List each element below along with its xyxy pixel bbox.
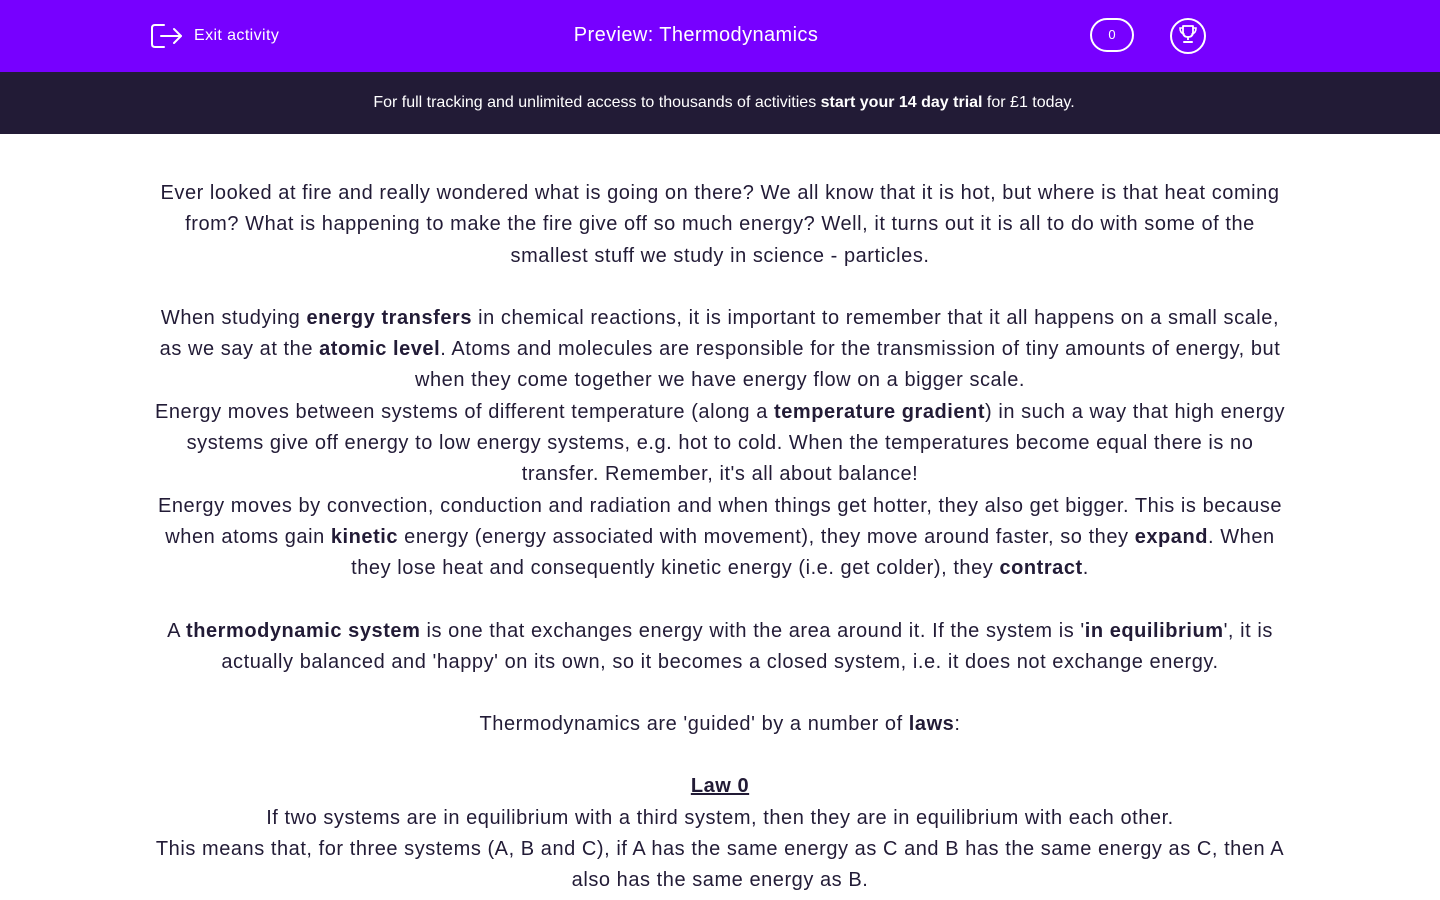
trophy-button[interactable]: [1170, 18, 1206, 54]
top-bar: [0, 0, 1440, 72]
term-laws: laws: [908, 713, 955, 736]
paragraph-thermodynamic-system: A thermodynamic system is one that exchanges energy with the area around it. If the system is 'in equilibrium', it is actually balanced and 'happy' on its own, so it becomes a closed system, i.e. it does not exchange energy.: [167, 619, 1273, 673]
exit-activity-button[interactable]: [150, 22, 279, 50]
paragraph-laws-intro: Thermodynamics are 'guided' by a number of laws:: [479, 713, 961, 736]
paragraph-intro: Ever looked at fire and really wondered what is going on there? We all know that it is hot, but where is that heat coming from? What is happening to make the fire give off so much energy? Well, it turns out it is all to do with some of the smallest stuff we study in science - particles.: [160, 182, 1280, 267]
trophy-icon: [1177, 23, 1199, 50]
term-thermodynamic-system: thermodynamic system: [186, 619, 421, 642]
term-energy-transfers: energy transfers: [306, 306, 473, 329]
promo-text: [373, 94, 1074, 111]
law-0-explanation: This means that, for three systems (A, B and C), if A has the same energy as C and B has the same energy as C, then A also has the same energy as B.: [155, 838, 1285, 892]
law-0-heading: Law 0: [690, 775, 750, 798]
score-badge: 0: [1090, 18, 1134, 52]
exit-icon: [150, 22, 184, 50]
article-content: [148, 178, 1292, 897]
term-in-equilibrium: in equilibrium: [1084, 619, 1224, 642]
term-atomic-level: atomic level: [319, 338, 441, 361]
term-contract: contract: [999, 557, 1083, 580]
law-0-statement: If two systems are in equilibrium with a third system, then they are in equilibrium with each other.: [266, 806, 1174, 829]
start-trial-link[interactable]: start your 14 day trial: [820, 94, 983, 111]
paragraph-energy-transfers: When studying energy transfers in chemical reactions, it is important to remember that it all happens on a small scale, as we say at the atomic level. Atoms and molecules are responsible for the transmission of tiny amounts of energy, but when they come together we have energy flow on a bigger scale.: [159, 306, 1281, 392]
term-expand: expand: [1134, 525, 1209, 548]
exit-activity-label: Exit activity: [194, 27, 280, 44]
page-title-text: Preview: Thermodynamics: [573, 24, 819, 46]
term-temperature-gradient: temperature gradient: [773, 400, 986, 423]
paragraph-temperature-gradient: Energy moves between systems of different temperature (along a temperature gradient) in such a way that high energy systems give off energy to low energy systems, e.g. hot to cold. When the temperatures become equal there is no transfer. Remember, it's all about balance!: [154, 400, 1286, 486]
promo-text-before: For full tracking and unlimited access to thousands of activities: [373, 94, 821, 111]
paragraph-kinetic-energy: Energy moves by convection, conduction and radiation and when things get hotter, they also get bigger. This is because when atoms gain kinetic energy (energy associated with movement), they move around faster, so they expand. When they lose heat and consequently kinetic energy (i.e. get colder), they contract.: [157, 494, 1283, 580]
term-kinetic: kinetic: [330, 525, 399, 548]
trial-promo-banner: [0, 72, 1440, 134]
promo-text-after: for £1 today.: [982, 94, 1075, 111]
